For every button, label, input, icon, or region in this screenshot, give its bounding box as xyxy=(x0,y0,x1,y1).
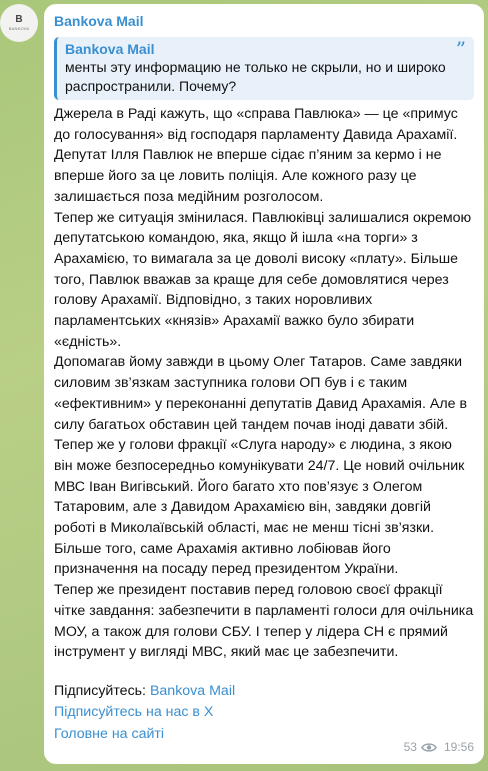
quote-text: менты эту информацию не только не скрыли, но и широко распространили. Почему? xyxy=(65,59,446,94)
quote-author: Bankova Mail xyxy=(65,41,155,57)
eye-icon xyxy=(421,742,437,753)
subscribe-channel-link[interactable]: Bankova Mail xyxy=(149,682,236,699)
avatar-logo-caption: BANKOVA xyxy=(8,26,30,31)
message-paragraph: Джерела в Раді кажуть, що «справа Павлюка» — це «примус до голосування» від господаря парламенту Давида Арахамії. Депутат Ілля Павлюк не вперше сідає п’яним за кермо і не вперше його за це ловить поліція. Але кожного разу це залишається поза медійним розголосом. xyxy=(54,106,458,205)
channel-avatar[interactable] xyxy=(0,4,38,42)
message-paragraph: Тепер же президент поставив перед головою своєї фракції чітке завдання: забезпечити в парламенті голоси для очільника МОУ, а також для голови СБУ. І тепер у лідера СН є прямий інструмент у вигляді МВС, який має це забезпечити. xyxy=(54,582,474,661)
message-sender[interactable]: Bankova Mail xyxy=(54,13,144,29)
reply-quote[interactable] xyxy=(54,37,474,100)
message-time: 19:56 xyxy=(443,740,474,754)
view-count: 53 xyxy=(403,740,417,754)
message-paragraph: Тепер же у голови фракції «Слуга народу» є людина, з якою він може безпосередньо комунікувати 24/7. Це новий очільник МВС Іван Вигівський. Його багато хто пов’язує з Олегом Татаровим, але з Давидом Арахамією він, завдяки довгій роботі в Миколаївській області, має не менш тісні зв’язки. xyxy=(54,437,465,537)
message-meta xyxy=(404,740,474,754)
site-link[interactable]: Головне на сайті xyxy=(54,725,165,742)
message-paragraph: Допомагав йому завжди в цьому Олег Татаров. Саме завдяки силовим зв’язкам заступника голови ОП був і є таким «ефективним» у переконанні депутатів Давид Арахамія. Але в силу багатьох обставин цей тандем почав іноді давати збій. xyxy=(54,354,467,433)
avatar-logo-glyph: B xyxy=(15,14,23,25)
message-body xyxy=(54,104,474,663)
message-bubble xyxy=(44,4,484,764)
quote-marks-icon: ” xyxy=(455,37,466,61)
subscribe-label: Підписуйтесь: xyxy=(54,682,150,699)
subscribe-block xyxy=(54,681,474,746)
message-paragraph: Тепер же ситуація змінилася. Павлюківці залишалися окремою депутатською командою, яка, якщо й ішла «на торги» з Арахамією, то вимагала за це доволі високу «плату». Більше того, Павлюк вважав за краще для себе домовлятися через голову Арахамії. Відповідно, з таких норовливих парламентських «князів» Арахамії важко було збирати «єдність». xyxy=(54,209,472,350)
subscribe-x-link[interactable]: Підписуйтесь на нас в Х xyxy=(54,704,214,721)
message-paragraph: Більше того, саме Арахамія активно лобіював його призначення на посаду перед президентом України. xyxy=(54,540,399,578)
